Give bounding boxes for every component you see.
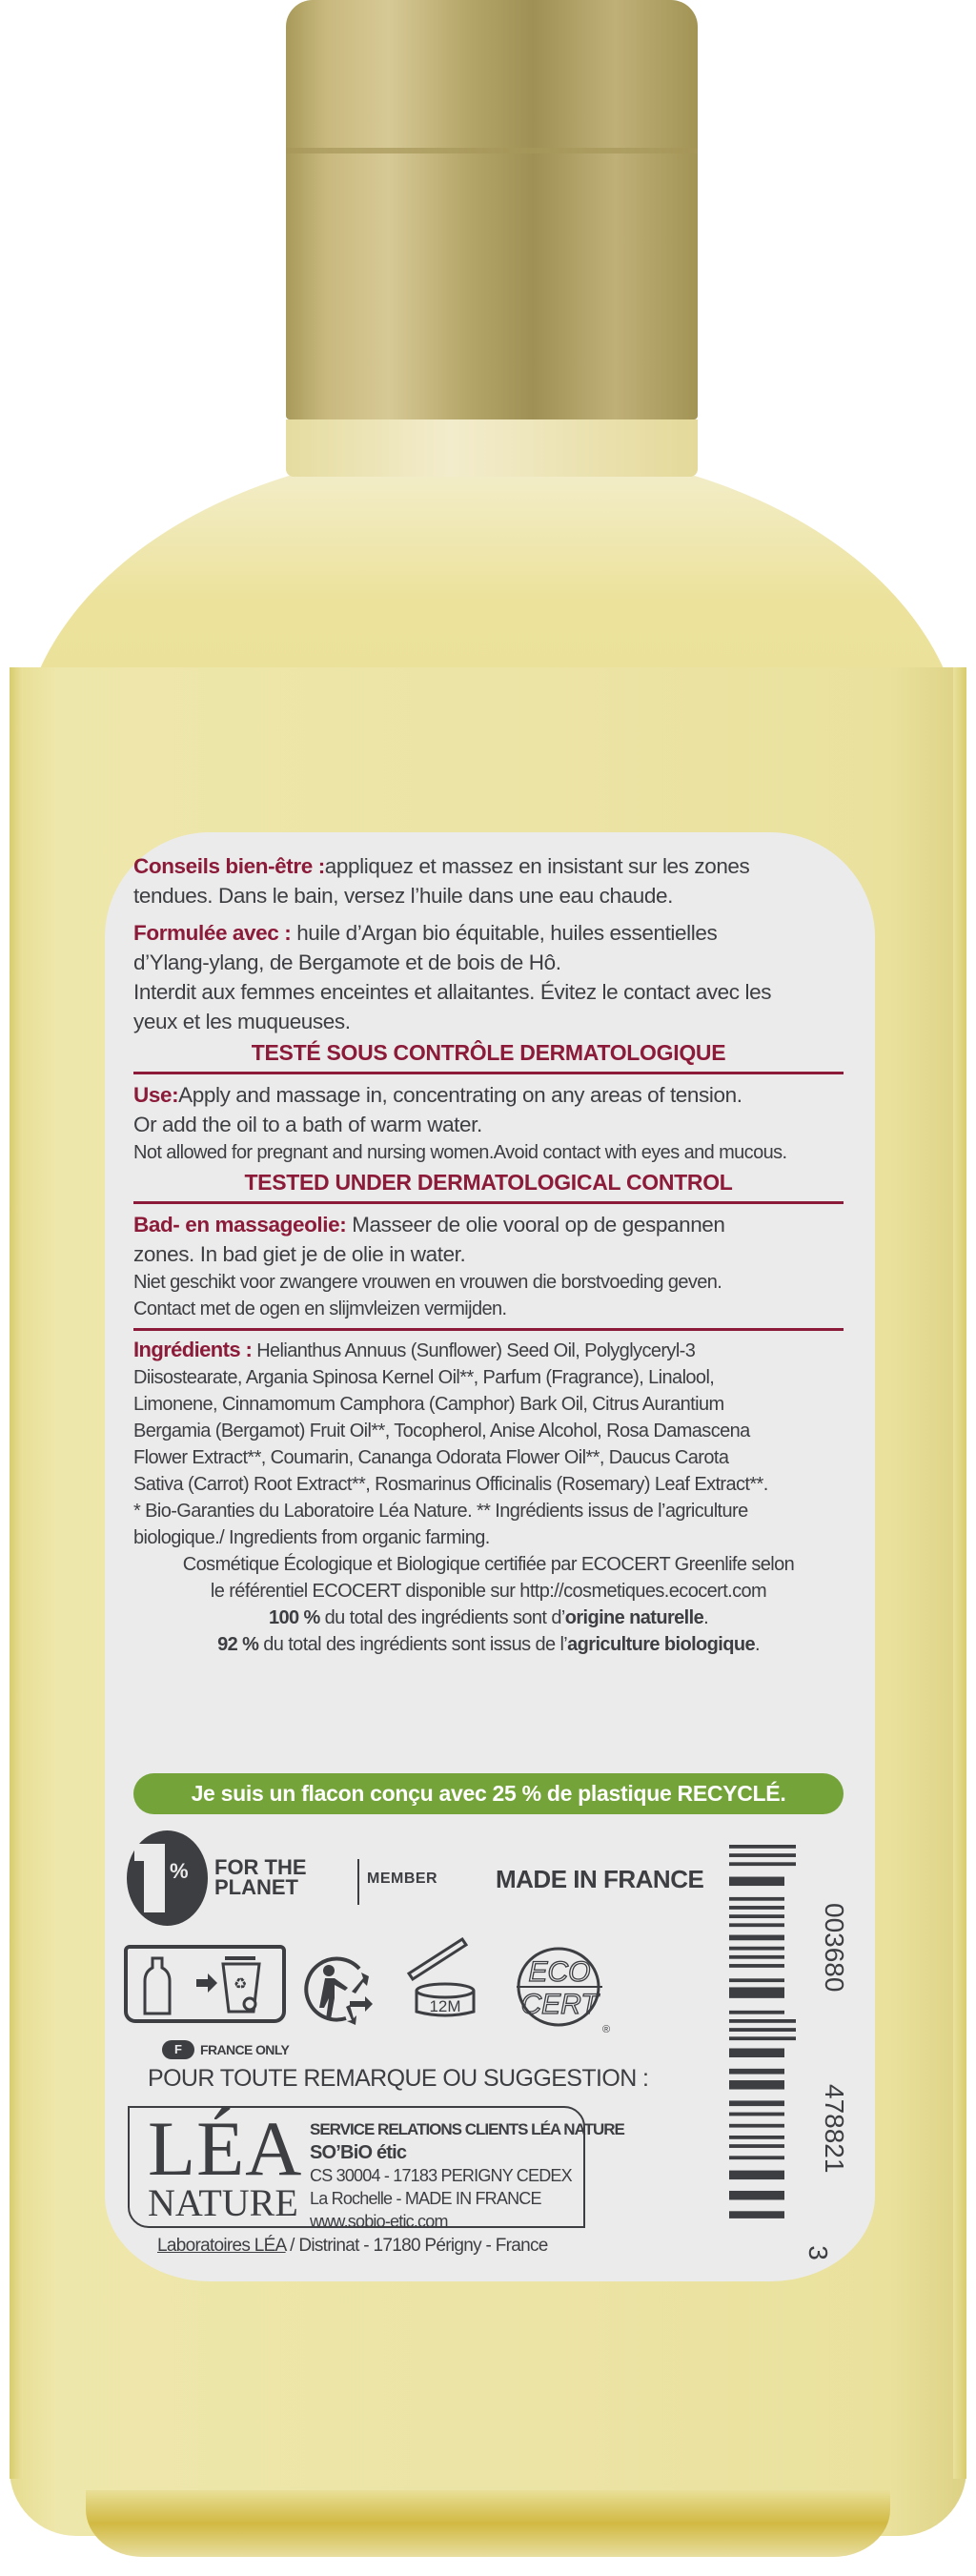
use-nl-title: Bad- en massageolie:: [133, 1213, 347, 1237]
formula-warning-2: yeux et les muqueuses.: [133, 1010, 351, 1033]
suggestion-heading: POUR TOUTE REMARQUE OU SUGGESTION :: [148, 2065, 649, 2092]
use-nl-warning-1: Niet geschikt voor zwangere vrouwen en vrouwen die borstvoeding geven.: [133, 1272, 722, 1293]
recycled-plastic-banner: Je suis un flacon conçu avec 25 % de plastique RECYCLÉ.: [133, 1773, 844, 1814]
made-in-france: MADE IN FRANCE: [496, 1865, 704, 1893]
planet: PLANET: [214, 1875, 298, 1899]
barcode-bar: [729, 2069, 784, 2075]
address: CS 30004 - 17183 PERIGNY CEDEX: [310, 2166, 572, 2185]
use-nl-line-2: zones. In bad giet je de olie in water.: [133, 1242, 466, 1266]
wellbeing-title: Conseils bien-être :: [133, 854, 325, 878]
labs-address: / Distrinat - 17180 Périgny - France: [285, 2236, 548, 2256]
barcode-bar: [729, 2124, 784, 2128]
ingredients-line: Limonene, Cinnamomum Camphora (Camphor) Bark Oil, Citrus Aurantium: [133, 1394, 724, 1415]
member-text: MEMBER: [367, 1871, 438, 1887]
ingredients-line: Bergamia (Bergamot) Fruit Oil**, Tocopherol, Anise Alcohol, Rosa Damascena: [133, 1421, 750, 1441]
bottle-to-bin-icon: [128, 1949, 282, 2019]
registered-mark: ®: [602, 2024, 610, 2035]
barcode-bar: [729, 1947, 784, 1951]
barcode-bar: [729, 1897, 784, 1901]
laboratories-line: [157, 2236, 548, 2257]
use-en-line-1: [133, 1080, 844, 1110]
for-the-planet-text: [214, 1857, 307, 1897]
barcode-bar: [729, 2171, 784, 2180]
pao-jar-icon: [405, 1933, 481, 2019]
percent-glyph: %: [170, 1859, 189, 1883]
formula-line-2: d’Ylang-ylang, de Bergamote et de bois de Hô.: [133, 951, 561, 974]
use-en-warning: Not allowed for pregnant and nursing women.Avoid contact with eyes and mucous.: [133, 1142, 787, 1163]
barcode-bar: [729, 2136, 784, 2139]
ingredients-line: Sativa (Carrot) Root Extract**, Rosmarinus Officinalis (Rosemary) Leaf Extract**.: [133, 1474, 768, 1495]
formula-text-1: huile d’Argan bio équitable, huiles essentielles: [296, 921, 718, 945]
for-the: FOR THE: [214, 1855, 307, 1879]
customer-service: SERVICE RELATIONS CLIENTS LÉA NATURE: [310, 2120, 624, 2138]
label-content: [133, 851, 844, 1658]
divider: [133, 1328, 844, 1331]
ingredients-title: Ingrédients :: [133, 1338, 253, 1361]
barcode-bar: [729, 1845, 796, 1849]
barcode-bar: [729, 1955, 784, 1959]
barcode-bar: [729, 1923, 784, 1927]
barcode-bar: [729, 2019, 796, 2023]
lea-nature-logo: [148, 2105, 303, 2224]
barcode-bar: [729, 1914, 784, 1918]
wellbeing-text-1: appliquez et massez en insistant sur les zones: [324, 854, 750, 878]
barcode-bar: [729, 2144, 784, 2148]
france-only-text: FRANCE ONLY: [200, 2042, 290, 2057]
bottle-neck: [286, 419, 698, 477]
natural-origin-line: [133, 1605, 844, 1631]
barcode-bar: [729, 2113, 784, 2116]
france-only: [162, 2040, 289, 2059]
use-nl-line-1: [133, 1210, 844, 1239]
triman-person-icon: [300, 1950, 376, 2026]
contact-info: [310, 2118, 624, 2233]
bottle-edge-left: [10, 667, 23, 2479]
wellbeing-line-1: [133, 851, 844, 881]
use-nl-warning-2: Contact met de ogen en slijmvleizen vermijden.: [133, 1298, 507, 1319]
barcode-bar: [729, 1935, 784, 1941]
bottle-edge-right: [953, 667, 966, 2479]
barcode-group-2: 003680: [820, 1903, 849, 1993]
organic-mid: du total des ingrédients sont issus de l’: [258, 1634, 568, 1655]
nature-wordmark: NATURE: [148, 2181, 298, 2224]
barcode: [729, 1845, 796, 2224]
tested-en-heading: TESTED UNDER DERMATOLOGICAL CONTROL: [244, 1170, 733, 1195]
ecocert-top: ECO: [528, 1956, 591, 1988]
bottle-base: [86, 2490, 890, 2557]
one-glyph: [144, 1844, 165, 1912]
use-nl-text-1: Masseer de olie vooral op de gespannen: [352, 1213, 725, 1237]
france-badge: F: [162, 2040, 194, 2059]
barcode-bar: [729, 2049, 784, 2058]
barcode-bar: [729, 2191, 784, 2200]
barcode-bar: [729, 1906, 784, 1910]
use-en-line-2: Or add the oil to a bath of warm water.: [133, 1113, 482, 1136]
ingredients-line-0: [133, 1337, 844, 1364]
lea-wordmark: LÉA: [148, 2105, 303, 2192]
use-en-title: Use:: [133, 1083, 179, 1107]
organic-line: [133, 1631, 844, 1658]
logo-separator: [357, 1859, 359, 1905]
barcode-bar: [729, 2080, 784, 2090]
barcode-bar: [729, 2211, 784, 2218]
barcode-bar: [729, 1877, 784, 1887]
labs-name: Laboratoires LÉA: [157, 2236, 286, 2256]
website-link[interactable]: www.sobio-etic.com: [310, 2212, 448, 2231]
barcode-bar: [729, 2156, 784, 2159]
barcode-bar: [729, 1978, 784, 1982]
natural-end: .: [703, 1607, 709, 1628]
ecocert-bottom: CERT: [520, 1989, 599, 2020]
ingredients-text: Helianthus Annuus (Sunflower) Seed Oil, Polyglyceryl-3: [256, 1340, 696, 1361]
natural-pct: 100 %: [268, 1607, 320, 1628]
certification-line-1: Cosmétique Écologique et Biologique certifiée par ECOCERT Greenlife selon: [182, 1554, 795, 1575]
wellbeing-line-2: tendues. Dans le bain, versez l’huile dans une eau chaude.: [133, 884, 673, 908]
use-en-text-1: Apply and massage in, concentrating on any areas of tension.: [178, 1083, 742, 1107]
formula-title: Formulée avec :: [133, 921, 292, 945]
formula-line-1: [133, 918, 844, 948]
divider: [133, 1072, 844, 1074]
barcode-group-1: 478821: [820, 2084, 849, 2174]
organic-pct: 92 %: [217, 1634, 259, 1655]
ingredients-line: Flower Extract**, Coumarin, Cananga Odorata Flower Oil**, Daucus Carota: [133, 1447, 729, 1468]
barcode-bar: [729, 2036, 796, 2040]
barcode-bar: [729, 2028, 796, 2032]
barcode-bar: [729, 1862, 796, 1866]
tested-fr-heading: TESTÉ SOUS CONTRÔLE DERMATOLOGIQUE: [251, 1040, 726, 1065]
barcode-bar: [729, 2011, 784, 2014]
one-percent-logo: [127, 1830, 208, 1926]
ecocert-logo: [515, 1945, 610, 2035]
company-name: SO’BiO étic: [310, 2142, 407, 2163]
divider: [133, 1201, 844, 1204]
barcode-first-digit: 3: [803, 2245, 833, 2260]
barcode-bar: [729, 1987, 784, 1997]
barcode-bar: [729, 2100, 784, 2106]
ingredients-line: Diisostearate, Argania Spinosa Kernel Oil**, Parfum (Fragrance), Linalool,: [133, 1367, 715, 1388]
ingredients-footnote: biologique./ Ingredients from organic farming.: [133, 1527, 490, 1548]
svg-text:♻: ♻: [234, 1976, 248, 1993]
barcode-digits: [803, 1864, 849, 2264]
pao-label: 12M: [429, 1997, 461, 2015]
organic-end: .: [754, 1634, 760, 1655]
organic-bold: agriculture biologique: [567, 1634, 755, 1655]
bottle-cap: [286, 0, 698, 419]
cap-band: [286, 148, 698, 153]
barcode-bar: [729, 1964, 784, 1968]
natural-bold: origine naturelle: [564, 1607, 704, 1628]
ingredients-footnote: * Bio-Garanties du Laboratoire Léa Nature. ** Ingrédients issus de l’agriculture: [133, 1501, 748, 1522]
formula-warning-1: Interdit aux femmes enceintes et allaitantes. Évitez le contact avec les: [133, 980, 772, 1004]
natural-mid: du total des ingrédients sont d’: [319, 1607, 565, 1628]
barcode-bar: [729, 1853, 796, 1857]
triman-sort-icon: [124, 1945, 286, 2023]
certification-line-2: le référentiel ECOCERT disponible sur http://cosmetiques.ecocert.com: [210, 1581, 767, 1602]
city: La Rochelle - MADE IN FRANCE: [310, 2189, 541, 2208]
